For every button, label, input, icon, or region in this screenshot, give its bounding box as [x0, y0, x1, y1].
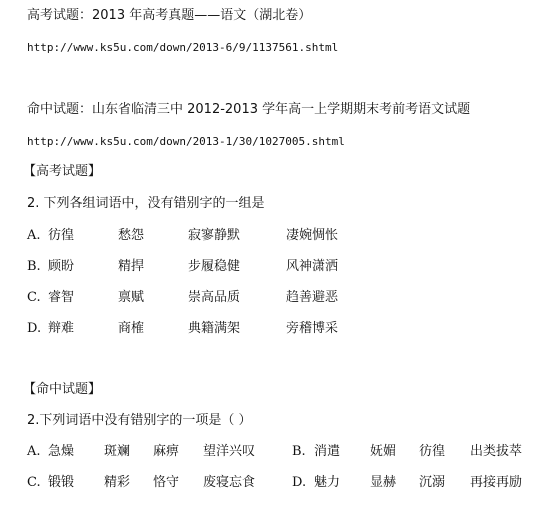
option2-a-word-4: 望洋兴叹 [203, 444, 256, 459]
option-d-label: D. [27, 321, 42, 336]
option-a-label: A. [27, 228, 41, 243]
option-c-word-2: 禀赋 [118, 290, 145, 305]
option2-d-label: D. [292, 475, 307, 490]
option-a-word-2: 愁怨 [118, 228, 145, 243]
option2-d-word-1: 魅力 [314, 475, 341, 490]
option-d-word-4: 旁稽博采 [286, 321, 339, 336]
option2-b-word-4: 出类拔萃 [470, 444, 523, 459]
option-b-word-1: 顾盼 [48, 259, 75, 274]
option2-d-word-3: 沉溺 [419, 475, 446, 490]
option2-c-word-1: 锻锻 [48, 475, 75, 490]
option-d-word-1: 辩难 [48, 321, 75, 336]
option2-a-word-2: 斑斓 [104, 444, 131, 459]
option-b-word-4: 风神潇洒 [286, 259, 339, 274]
option2-c-word-2: 精彩 [104, 475, 131, 490]
option2-a-word-3: 麻痹 [153, 444, 180, 459]
option-a-word-1: 彷徨 [48, 228, 75, 243]
option-b-word-3: 步履稳健 [188, 259, 241, 274]
option2-a-label: A. [27, 444, 41, 459]
option2-b-word-1: 消遣 [314, 444, 341, 459]
option-a-word-4: 凄婉惆怅 [286, 228, 339, 243]
option2-c-word-3: 恪守 [153, 475, 180, 490]
option-b-label: B. [27, 259, 41, 274]
option-d-word-3: 典籍满架 [188, 321, 241, 336]
section1-question: 2. 下列各组词语中，没有错别字的一组是 [27, 196, 265, 211]
option2-b-word-2: 妩媚 [370, 444, 397, 459]
option-c-word-1: 睿智 [48, 290, 75, 305]
option2-b-label: B. [292, 444, 306, 459]
option-c-word-4: 趋善避恶 [286, 290, 339, 305]
section2-header: 【命中试题】 [23, 382, 102, 397]
option-c-word-3: 崇高品质 [188, 290, 241, 305]
source1-title: 高考试题：2013 年高考真题——语文（湖北卷） [27, 8, 312, 23]
option2-d-word-4: 再接再励 [470, 475, 523, 490]
option2-b-word-3: 彷徨 [419, 444, 446, 459]
section2-question: 2.下列词语中没有错别字的一项是（ ） [27, 413, 252, 428]
source1-url[interactable]: http://www.ks5u.com/down/2013-6/9/1137561.shtml [27, 41, 339, 54]
source2-title: 命中试题：山东省临清三中 2012-2013 学年高一上学期期末考前考语文试题 [27, 102, 471, 117]
option-a-word-3: 寂寥静默 [188, 228, 241, 243]
option2-a-word-1: 急燥 [48, 444, 75, 459]
option-c-label: C. [27, 290, 41, 305]
source2-url[interactable]: http://www.ks5u.com/down/2013-1/30/1027005.shtml [27, 135, 345, 148]
option2-d-word-2: 显赫 [370, 475, 397, 490]
option2-c-word-4: 废寝忘食 [203, 475, 256, 490]
option-b-word-2: 精捍 [118, 259, 145, 274]
option2-c-label: C. [27, 475, 41, 490]
option-d-word-2: 商榷 [118, 321, 145, 336]
section1-header: 【高考试题】 [23, 164, 102, 179]
